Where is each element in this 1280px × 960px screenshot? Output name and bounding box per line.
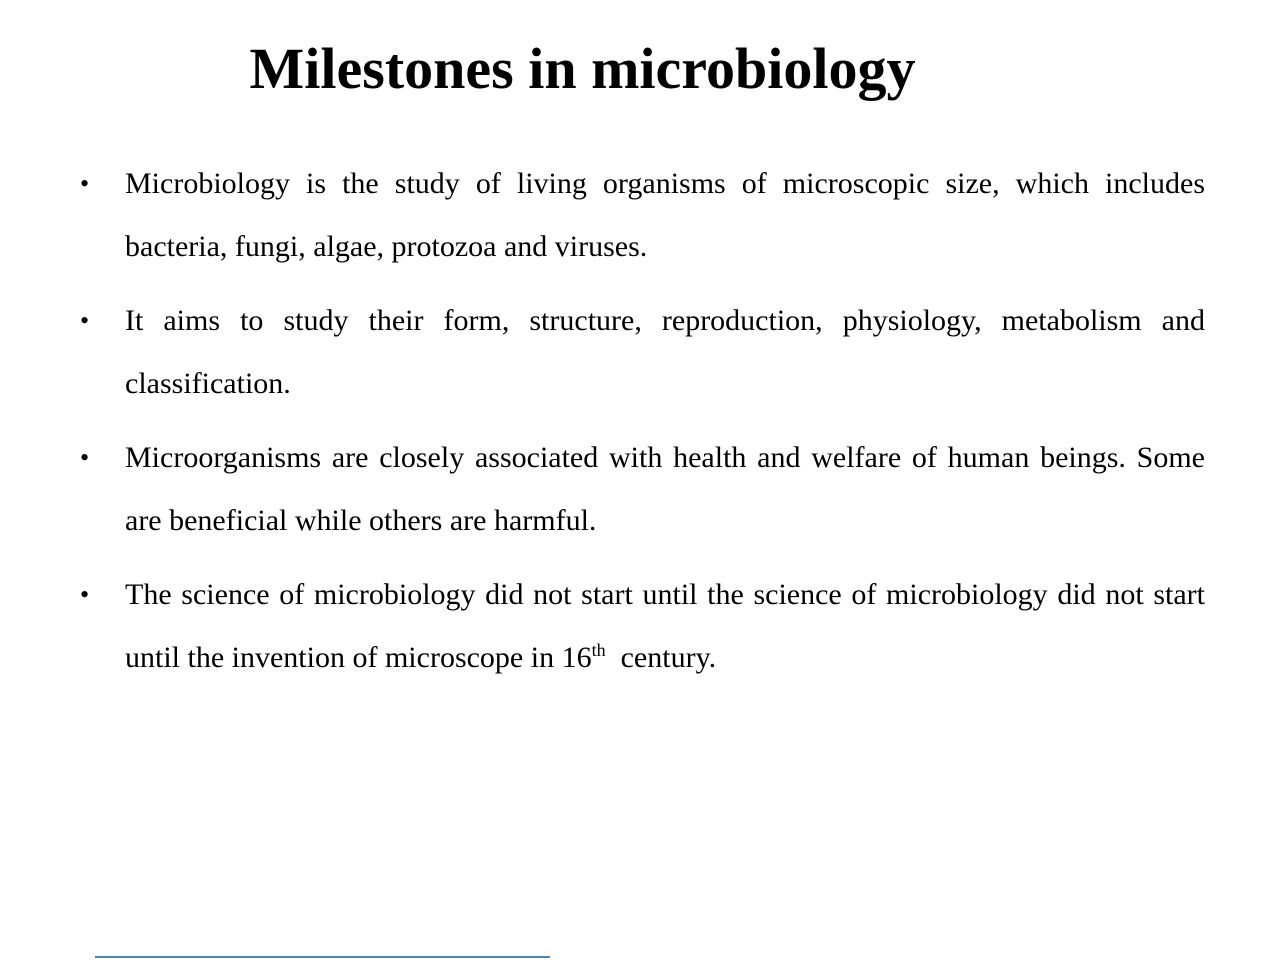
- bullet-dot-icon: •: [80, 579, 90, 609]
- bullet-text-4-start: The science of microbiology did not start until the science of microbiology did not start until the invention of microscope in 16: [125, 577, 1205, 674]
- slide-title: Milestones in microbiology: [249, 36, 916, 101]
- ordinal-superscript: th: [591, 639, 606, 660]
- bullet-item-3: [80, 426, 1205, 552]
- bullet-dot-icon: •: [80, 305, 90, 335]
- footer-accent-line: [95, 956, 550, 958]
- bullet-dot-icon: •: [80, 168, 90, 198]
- bullet-text-3: Microorganisms are closely associated with health and welfare of human beings. Some are beneficial while others are harmful.: [125, 440, 1205, 537]
- bullet-item-2: [80, 289, 1205, 415]
- bullet-item-4: [80, 563, 1205, 689]
- bullet-text-1: Microbiology is the study of living organisms of microscopic size, which includes bacteria, fungi, algae, protozoa and viruses.: [125, 166, 1205, 263]
- bullet-text-2: It aims to study their form, structure, reproduction, physiology, metabolism and classification.: [125, 303, 1205, 400]
- bullet-item-1: [80, 152, 1205, 278]
- bullet-text-4: [125, 563, 1205, 689]
- bullet-text-4-end: century.: [605, 640, 717, 674]
- bullet-dot-icon: •: [80, 442, 90, 472]
- bullet-list: [80, 152, 1205, 689]
